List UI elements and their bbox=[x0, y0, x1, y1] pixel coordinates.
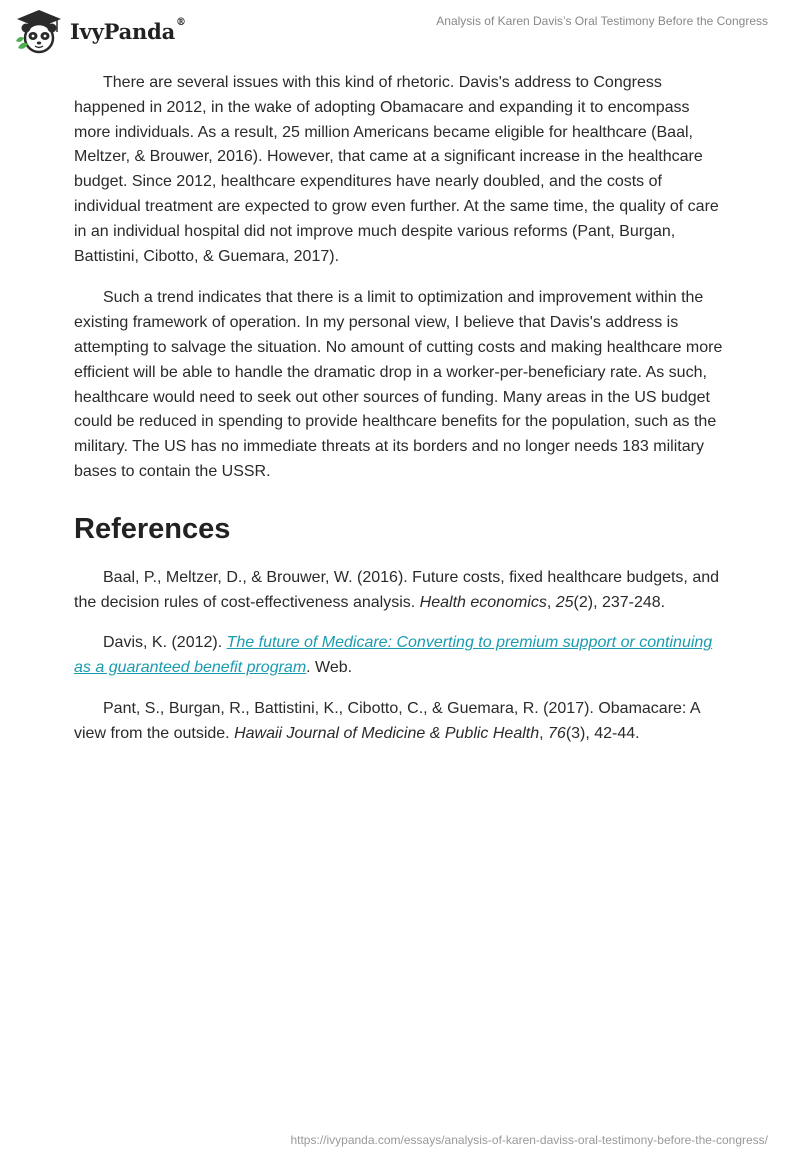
reference-item: Baal, P., Meltzer, D., & Brouwer, W. (2016). Future costs, fixed healthcare budgets, and the decision rules of cost-effectiveness analysis. Health economics, 25(2), 237-248. bbox=[74, 568, 720, 611]
reference-item: Davis, K. (2012). The future of Medicare: Converting to premium support or continuing as a guaranteed benefit program. Web. bbox=[74, 634, 713, 677]
panda-graduate-icon bbox=[14, 8, 64, 54]
reference-link[interactable]: The future of Medicare: Converting to premium support or continuing as a guaranteed benefit program bbox=[74, 634, 713, 677]
brand-name: IvyPanda® bbox=[70, 16, 186, 44]
body-paragraph: There are several issues with this kind of rhetoric. Davis's address to Congress happened in 2012, in the wake of adopting Obamacare and expanding it to encompass more individuals. As a result, 25 million Americans became eligible for healthcare (Baal, Meltzer, & Brouwer, 2016). However, that came at a significant increase in the healthcare budget. Since 2012, healthcare expenditures have nearly doubled, and the costs of individual treatment are expected to grow even further. At the same time, the quality of care in an individual hospital did not improve much despite various reforms (Pant, Burgan, Battistini, Cibotto, & Guemara, 2017). bbox=[74, 74, 719, 265]
footer-url[interactable]: https://ivypanda.com/essays/analysis-of-karen-daviss-oral-testimony-before-the-congress/ bbox=[290, 1133, 768, 1147]
ivypanda-logo[interactable] bbox=[14, 8, 186, 54]
reference-item: Pant, S., Burgan, R., Battistini, K., Cibotto, C., & Guemara, R. (2017). Obamacare: A view from the outside. Hawaii Journal of Medicine & Public Health, 76(3), 42-44. bbox=[74, 699, 700, 742]
running-title: Analysis of Karen Davis’s Oral Testimony Before the Congress bbox=[436, 14, 768, 28]
references-heading: References bbox=[74, 512, 231, 545]
body-paragraph: Such a trend indicates that there is a limit to optimization and improvement within the existing framework of operation. In my personal view, I believe that Davis's address is attempting to salvage the situation. No amount of cutting costs and making healthcare more efficient will be able to handle the dramatic drop in a worker-per-beneficiary rate. As such, healthcare would need to seek out other sources of funding. Many areas in the US budget could be reduced in spending to provide healthcare benefits for the population, such as the military. The US has no immediate threats at its borders and no longer needs 183 military bases to contain the USSR. bbox=[74, 289, 723, 480]
essay-content bbox=[74, 71, 728, 763]
page-header bbox=[0, 0, 800, 60]
